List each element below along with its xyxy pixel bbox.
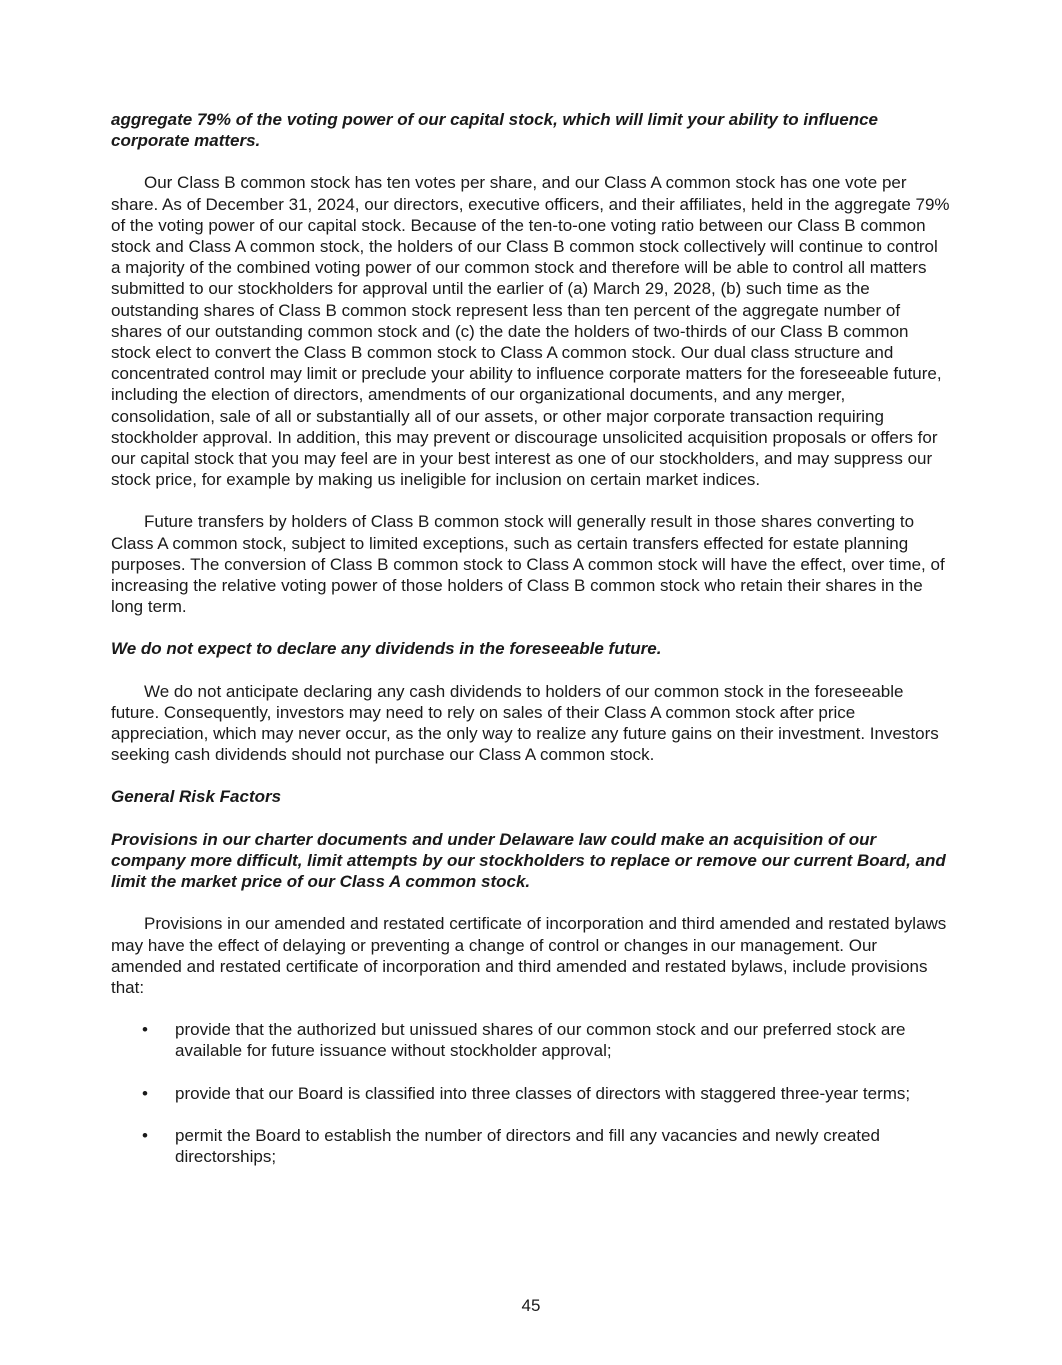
bullet-icon: • [142,1125,148,1145]
paragraph-future-transfers: Future transfers by holders of Class B common stock will generally result in those shares converting to Class A common stock, subject to limited exceptions, such as certain transfers effected for estate planning purposes. The conversion of Class B common stock to Class A common stock will have the effect, over time, of increasing the relative voting power of those holders of Class B common stock who retain their shares in the long term. [111,512,945,617]
list-item [111,1125,951,1167]
document-page [111,109,951,1188]
bullet-icon: • [142,1020,148,1040]
list-item-text: provide that the authorized but unissued shares of our common stock and our preferred stock are available for future issuance without stockholder approval; [175,1020,906,1061]
paragraph-voting-power: Our Class B common stock has ten votes per share, and our Class A common stock has one vote per share. As of December 31, 2024, our directors, executive officers, and their affiliates, held in the aggregate 79% of the voting power of our capital stock. Because of the ten-to-one voting ratio between our Class B common stock and Class A common stock, the holders of our Class B common stock collectively will continue to control a majority of the combined voting power of our common stock and therefore will be able to control all matters submitted to our stockholders for approval until the earlier of (a) March 29, 2028, (b) such time as the outstanding shares of Class B common stock represent less than ten percent of the aggregate number of shares of our outstanding common stock and (c) the date the holders of two-thirds of our Class B common stock elect to convert the Class B common stock to Class A common stock. Our dual class structure and concentrated control may limit or preclude your ability to influence corporate matters for the foreseeable future, including the election of directors, amendments of our organizational documents, and any merger, consolidation, sale of all or substantially all of our assets, or other major corporate transaction requiring stockholder approval. In addition, this may prevent or discourage unsolicited acquisition proposals or offers for our capital stock that you may feel are in your best interest as one of our stockholders, and may suppress our stock price, for example by making us ineligible for inclusion on certain market indices. [111,173,950,490]
page-number: 45 [521,1296,541,1315]
list-item-text: provide that our Board is classified into three classes of directors with staggered three-year terms; [175,1083,911,1103]
risk-factor-heading-provisions: Provisions in our charter documents and under Delaware law could make an acquisition of our company more difficult, limit attempts by our stockholders to replace or remove our current Board, and limit the market price of our Class A common stock. [111,829,946,892]
bullet-icon: • [142,1083,148,1103]
paragraph-provisions: Provisions in our amended and restated certificate of incorporation and third amended and restated bylaws may have the effect of delaying or preventing a change of control or changes in our management. Our amended and restated certificate of incorporation and third amended and restated bylaws, include provisions that: [111,914,947,997]
risk-factor-heading-continued: aggregate 79% of the voting power of our capital stock, which will limit your ability to influence corporate matters. [111,110,879,151]
paragraph-dividends: We do not anticipate declaring any cash dividends to holders of our common stock in the foreseeable future. Consequently, investors may need to rely on sales of their Class A common stock after price appreciation, which may never occur, as the only way to realize any future gains on their investment. Investors seeking cash dividends should not purchase our Class A common stock. [111,681,939,765]
risk-factor-heading-dividends: We do not expect to declare any dividends in the foreseeable future. [111,639,662,659]
list-item [111,1083,951,1104]
provisions-bullet-list [111,1019,951,1167]
list-item-text: permit the Board to establish the number of directors and fill any vacancies and newly created directorships; [175,1125,880,1166]
section-heading-general-risk-factors: General Risk Factors [111,787,282,807]
list-item [111,1019,951,1061]
